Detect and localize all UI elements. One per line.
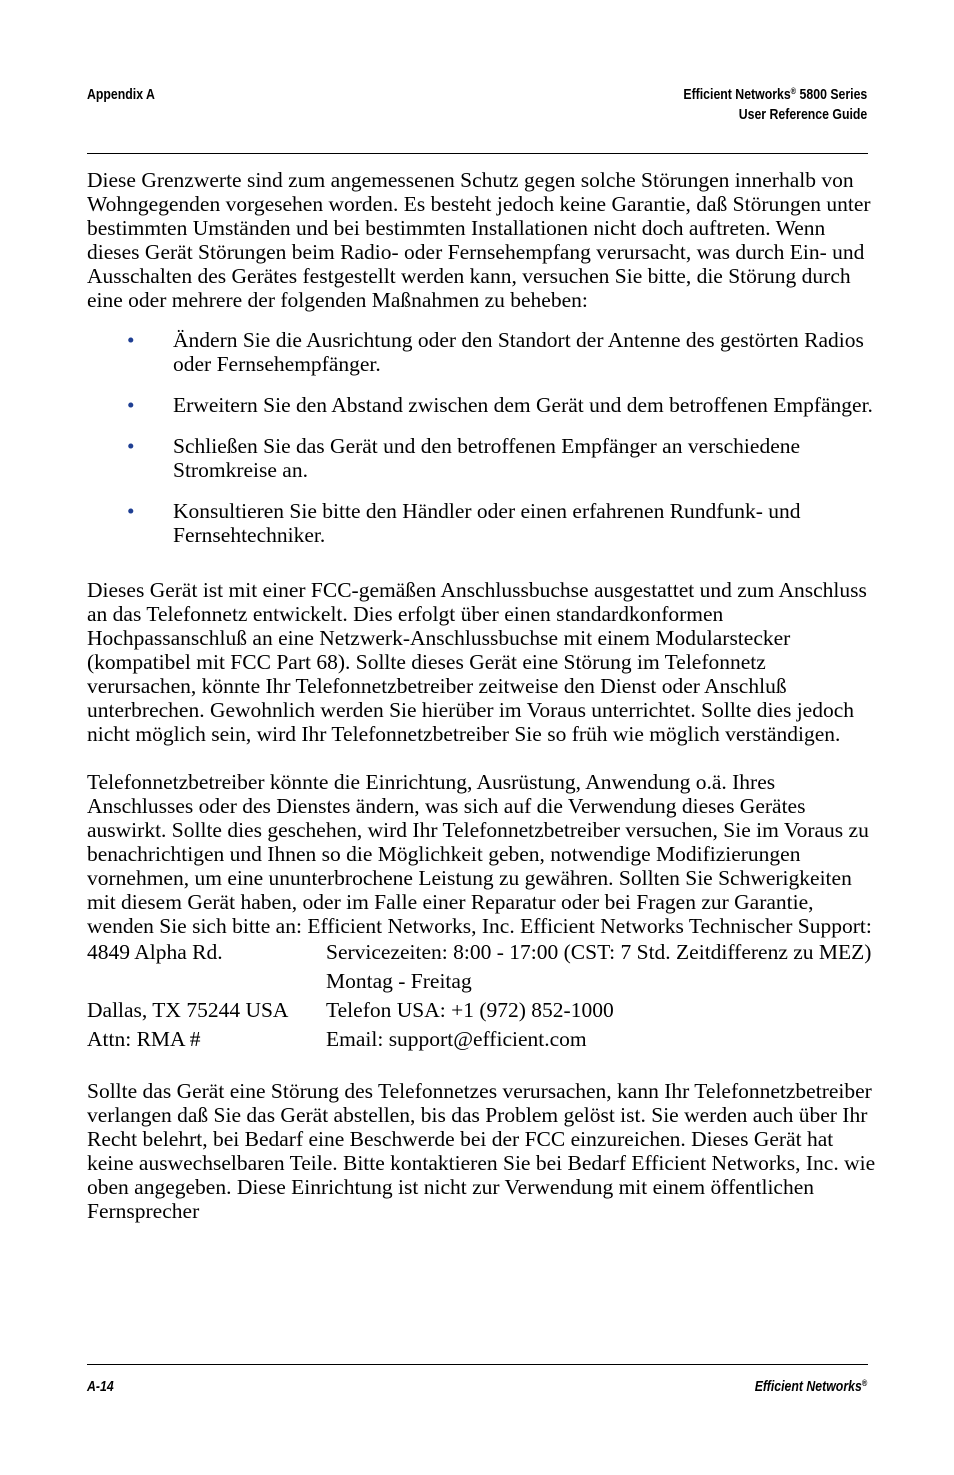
registered-mark: ® [861, 1378, 867, 1388]
list-item [87, 393, 877, 417]
bullet-icon: • [127, 434, 135, 458]
paragraph-operator-changes: Telefonnetzbetreiber könnte die Einrichtung, Ausrüstung, Anwendung o.ä. Ihres Anschlusses oder des Dienstes ändern, was sich auf die Verwendung dieses Gerätes auswirkt. Sollte dies geschehen, wird Ihr Telefonnetzbetreiber versuchen, Sie im Voraus zu benachrichtigen und Ihnen so die Möglichkeit geben, notwendige Modifizierungen vornehmen, um eine ununterbrochene Leistung zu gewähren. Sollten Sie Schwerigkeiten mit diesem Gerät haben, oder im Falle einer Reparatur oder bei Fragen zur Garantie, wenden Sie sich bitte an: Efficient Networks, Inc. Efficient Networks Technischer Support: [87, 770, 872, 938]
contact-table [87, 938, 877, 1054]
footer-brand [754, 1377, 867, 1397]
address-line: Dallas, TX 75244 USA [87, 998, 289, 1022]
list-item-text: Erweitern Sie den Abstand zwischen dem Gerät und dem betroffenen Empfänger. [173, 393, 873, 417]
header-section-label: Appendix A [87, 86, 155, 103]
header-document-title [683, 85, 867, 125]
paragraph-disconnection: Sollte das Gerät eine Störung des Telefonnetzes verursachen, kann Ihr Telefonnetzbetreiber verlangen daß Sie das Gerät abstellen, bis das Problem gelöst ist. Sie werden auch über Ihr Recht belehrt, bei Bedarf eine Beschwerde bei der FCC einzureichen. Dieses Gerät hat keine auswechselbaren Teile. Bitte kontaktieren Sie bei Bedarf Efficient Networks, Inc. wie oben angegeben. Diese Einrichtung ist nicht zur Verwendung mit einem öffentlichen Fernsprecher [87, 1079, 876, 1223]
list-item-text: Schließen Sie das Gerät und den betroffenen Empfänger an verschiedene Stromkreise an. [173, 434, 801, 482]
header-brand: Efficient Networks [683, 86, 791, 103]
page-number: A-14 [87, 1378, 114, 1395]
support-detail: Telefon USA: +1 (972) 852-1000 [326, 998, 614, 1022]
address-line: Attn: RMA # [87, 1027, 201, 1051]
paragraph-fcc-jack: Dieses Gerät ist mit einer FCC-gemäßen Anschlussbuchse ausgestattet und zum Anschluss an das Telefonnetz entwickelt. Dies erfolgt über einen standardkonformen Hochpassanschluß an eine Netzwerk-Anschlussbuchse mit einem Modularstecker (kompatibel mit FCC Part 68). Sollte dieses Gerät eine Störung im Telefonnetz verursachen, könnte Ihr Telefonnetzbetreiber zeitweise den Dienst oder Anschluß unterbrechen. Gewohnlich werden Sie hierüber im Voraus unterrichtet. Sollte dies jedoch nicht möglich sein, wird Ihr Telefonnetzbetreiber Sie so früh wie möglich verständigen. [87, 578, 867, 746]
list-item [87, 434, 877, 482]
address-line: 4849 Alpha Rd. [87, 940, 223, 964]
header-guide-title: User Reference Guide [738, 106, 867, 123]
page-body [87, 168, 877, 1223]
list-item-text: Konsultieren Sie bitte den Händler oder einen erfahrenen Rundfunk- und Fernsehtechniker. [173, 499, 801, 547]
table-row [87, 996, 877, 1025]
list-item [87, 499, 877, 547]
list-item-text: Ändern Sie die Ausrichtung oder den Standort der Antenne des gestörten Radios oder Fernsehempfänger. [173, 328, 864, 376]
support-detail: Servicezeiten: 8:00 - 17:00 (CST: 7 Std. Zeitdifferenz zu MEZ) Montag - Freitag [326, 940, 872, 993]
header-series: 5800 Series [795, 86, 867, 103]
footer-divider [87, 1364, 868, 1365]
paragraph-limits: Diese Grenzwerte sind zum angemessenen Schutz gegen solche Störungen innerhalb von Wohngegenden vorgesehen worden. Es besteht jedoch keine Garantie, daß Störungen unter bestimmten Umständen und bei bestimmten Installationen nicht doch auftreten. Wenn dieses Gerät Störungen beim Radio- oder Fernsehempfang verursacht, was durch Ein- und Ausschalten des Gerätes festgestellt werden kann, versuchen Sie bitte, die Störung durch eine oder mehrere der folgenden Maßnahmen zu beheben: [87, 168, 871, 312]
support-detail: Email: support@efficient.com [326, 1027, 587, 1051]
bullet-icon: • [127, 499, 135, 523]
bullet-icon: • [127, 328, 135, 352]
registered-mark: ® [790, 86, 796, 96]
table-row [87, 938, 877, 996]
table-row [87, 1025, 877, 1054]
list-item [87, 328, 877, 376]
bullet-icon: • [127, 393, 135, 417]
header-divider [87, 153, 868, 154]
measures-list [87, 328, 877, 547]
footer-brand-name: Efficient Networks [754, 1378, 862, 1395]
